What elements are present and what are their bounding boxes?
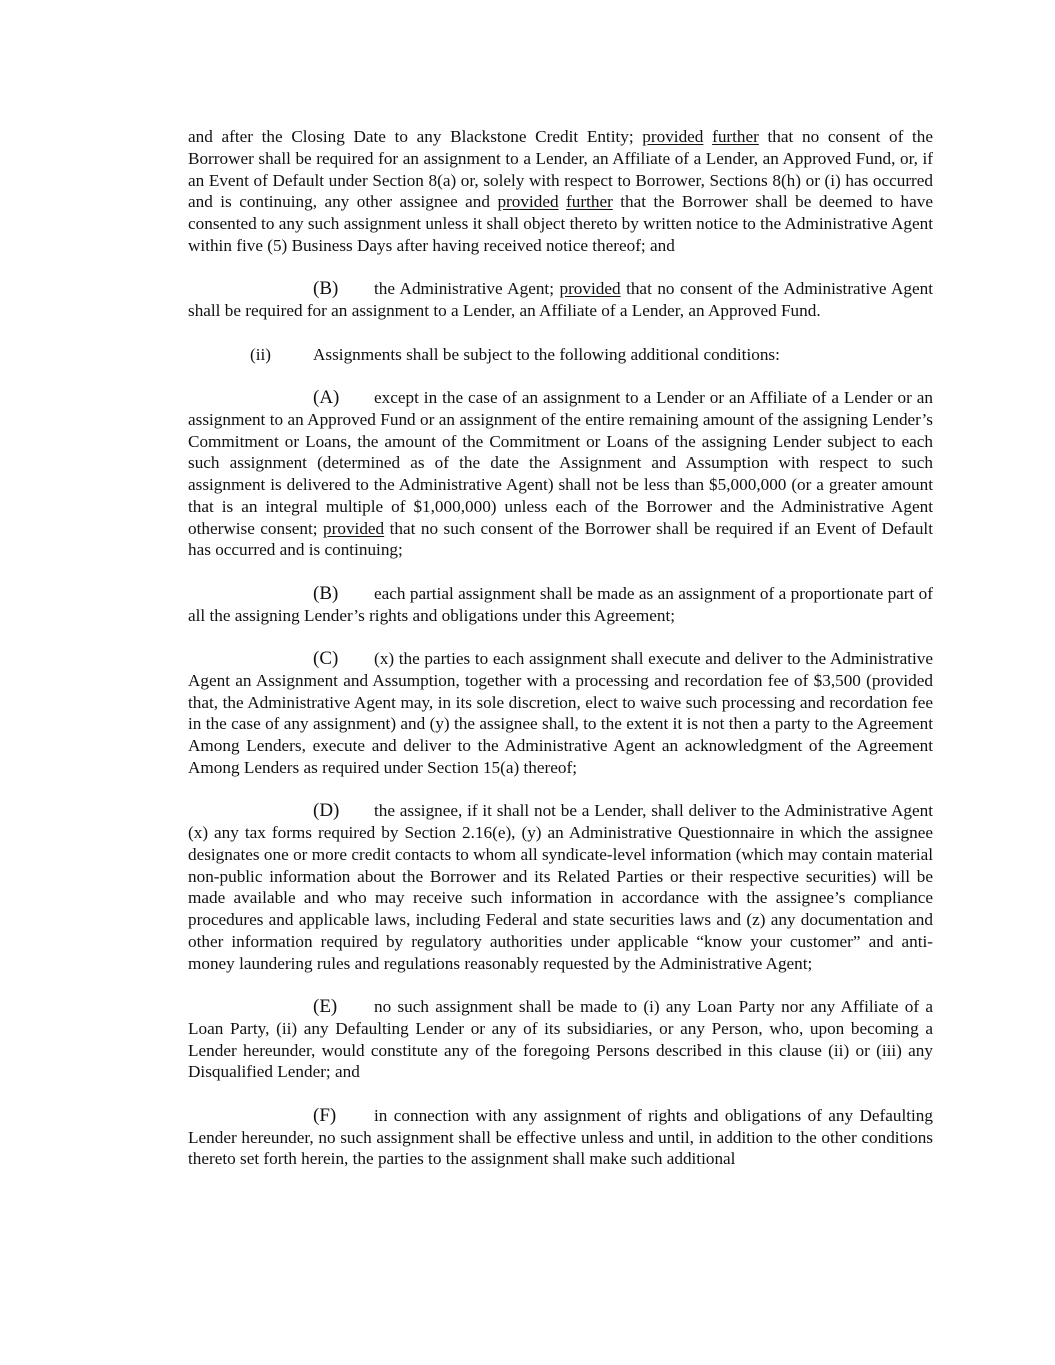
clause-marker: (ii) [250, 344, 271, 364]
text-segment: that no consent of the Borrower shall be required for an assignment to a Lender, an Affiliate of a Lender, an Approved Fund, or, if an Event of Default under Section 8(a) or, solely with respect to Borrower, Sections 8(h) or (i) has occurred and is continuing, any other assignee and [188, 127, 934, 212]
clause-ii-heading [188, 344, 933, 366]
clause-b-administrative-agent [188, 278, 933, 322]
document-page [188, 126, 933, 1192]
clause-marker: (F) [313, 1104, 337, 1126]
text-segment: (x) the parties to each assignment shall execute and deliver to the Administrative Agent an Assignment and Assumption, together with a processing and recordation fee of $3,500 (provided that, the Administrative Agent may, in its sole discretion, elect to waive such processing and recordation fee in the case of any assignment) and (y) the assignee shall, to the extent it is not then a party to the Agreement Among Lenders, execute and deliver to the Administrative Agent an acknowledgment of the Agreement Among Lenders as required under Section 15(a) thereof; [188, 649, 933, 777]
text-segment: that no such consent of the Borrower shall be required if an Event of Default has occurred and is continuing; [188, 518, 933, 560]
clause-e-prohibited-assignees [188, 996, 933, 1083]
text-segment: each partial assignment shall be made as an assignment of a proportionate part of all the assigning Lender’s rights and obligations under this Agreement; [188, 583, 933, 625]
paragraph-consent-continuation [188, 126, 933, 257]
text-segment: and after the Closing Date to any Blackstone Credit Entity; [188, 127, 643, 146]
clause-a-minimum-amount [188, 387, 933, 561]
clause-b-partial-assignment [188, 583, 933, 627]
clause-marker: (D) [313, 800, 340, 822]
underlined-term: further [566, 192, 613, 212]
text-segment: that the Borrower shall be deemed to have consented to any such assignment unless it shall object thereto by written notice to the Administrative Agent within five (5) Business Days after having received notice thereof; and [188, 192, 934, 255]
text-segment: no such assignment shall be made to (i) any Loan Party nor any Affiliate of a Loan Party, (ii) any Defaulting Lender or any of its subsidiaries, or any Person, who, upon becoming a Lender hereunder, would constitute any of the foregoing Persons described in this clause (ii) or (iii) any Disqualified Lender; and [188, 997, 933, 1082]
text-segment: in connection with any assignment of rights and obligations of any Defaulting Lender hereunder, no such assignment shall be effective unless and until, in addition to the other conditions thereto set forth herein, the parties to the assignment shall make such additional [188, 1105, 933, 1169]
clause-c-assignment-assumption [188, 648, 933, 779]
underlined-term: further [712, 127, 759, 146]
underlined-term: provided [497, 192, 559, 212]
clause-f-defaulting-lender [188, 1105, 933, 1170]
text-segment: the assignee, if it shall not be a Lender, shall deliver to the Administrative Agent (x) any tax forms required by Section 2.16(e), (y) an Administrative Questionnaire in which the assignee designates one or more credit contacts to whom all syndicate-level information (which may contain material non-public information about the Borrower and its Related Parties or their respective securities) will be made available and who may receive such information in accordance with the assignee’s compliance procedures and applicable laws, including Federal and state securities laws and (z) any documentation and other information required by regulatory authorities under applicable “know your customer” and anti-money laundering rules and regulations reasonably requested by the Administrative Agent; [188, 801, 933, 973]
clause-marker: (C) [313, 648, 339, 669]
clause-marker: (E) [313, 996, 338, 1017]
text-segment: that no consent of the Administrative Agent shall be required for an assignment to a Lender, an Affiliate of a Lender, an Approved Fund. [188, 279, 933, 320]
clause-marker: (A) [313, 387, 340, 408]
clause-marker: (B) [313, 278, 339, 300]
text-segment: Assignments shall be subject to the following additional conditions: [313, 344, 780, 364]
clause-marker: (B) [313, 582, 339, 604]
underlined-term: provided [323, 518, 385, 538]
text-segment: the Administrative Agent; [374, 279, 560, 299]
clause-d-assignee-documents [188, 800, 933, 974]
text-segment: except in the case of an assignment to a Lender or an Affiliate of a Lender or an assignment to an Approved Fund or an assignment of the entire remaining amount of the assigning Lender’s Commitment or Loans, the amount of the Commitment or Loans of the assigning Lender subject to each such assignment (determined as of the date the Assignment and Assumption with respect to such assignment is delivered to the Administrative Agent) shall not be less than $5,000,000 (or a greater amount that is an integral multiple of $1,000,000) unless each of the Borrower and the Administrative Agent otherwise consent; [188, 388, 933, 538]
underlined-term: provided [642, 127, 704, 146]
underlined-term: provided [559, 279, 621, 299]
